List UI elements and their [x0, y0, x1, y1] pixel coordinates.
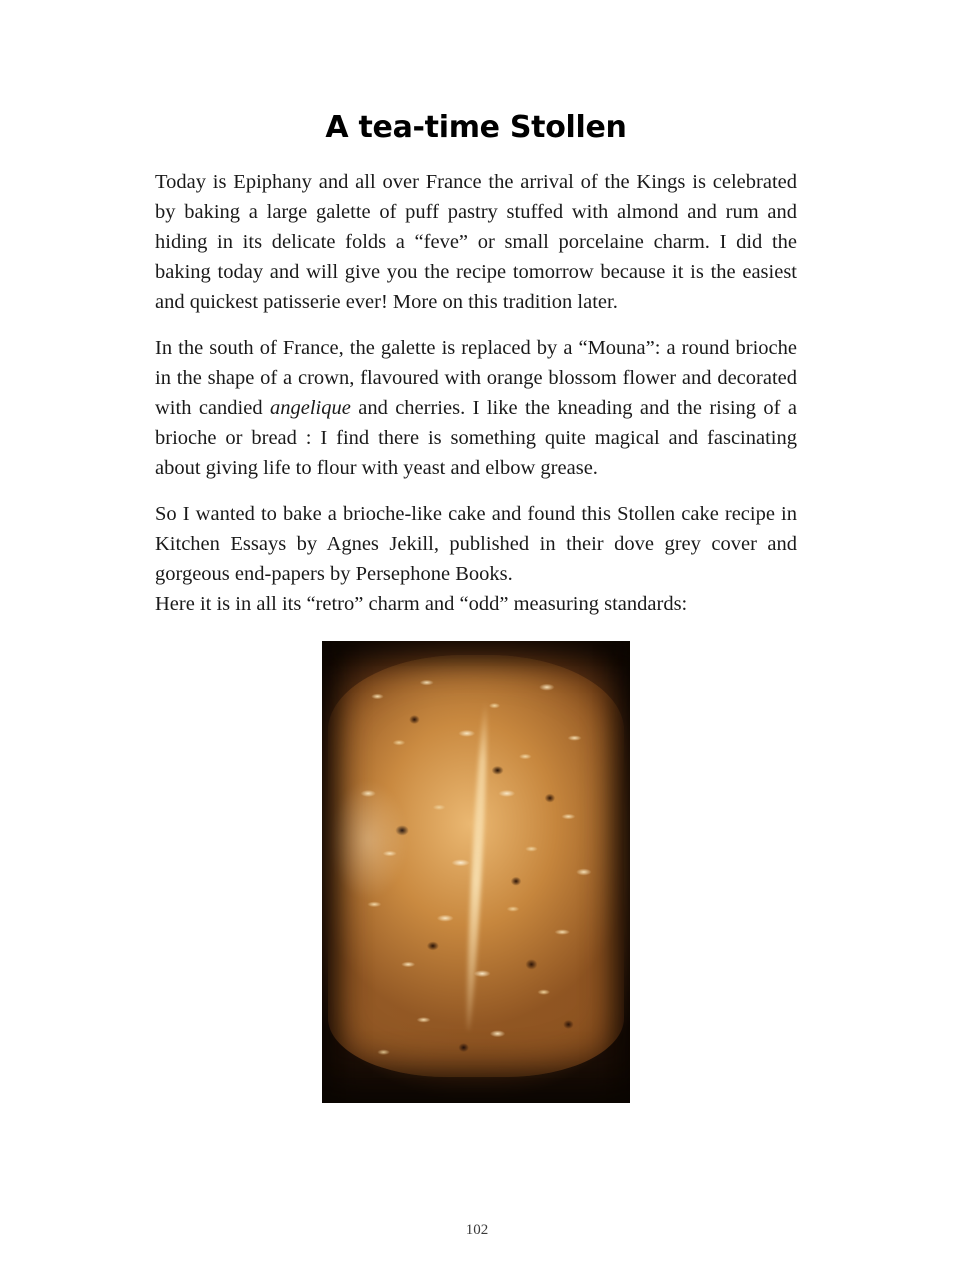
paragraph-4: Here it is in all its “retro” charm and “odd” measuring standards:	[155, 593, 688, 615]
baking-tin-shadow-layer	[322, 641, 630, 1103]
page-content	[155, 110, 797, 1108]
page-number: 102	[465, 1222, 489, 1238]
page-title: A tea-time Stollen	[325, 110, 627, 145]
paragraph-2	[155, 333, 797, 483]
paragraph-2-part1: In the south of France, the galette is replaced by a “Mouna”: a round brioche in the shape of a crown, flavoured with orange blossom flower and decorated with candied	[155, 337, 797, 419]
paragraph-1: Today is Epiphany and all over France the arrival of the Kings is celebrated by baking a large galette of puff pastry stuffed with almond and rum and hiding in its delicate folds a “feve” or small porcelaine charm. I did the baking today and will give you the recipe tomorrow because it is the easiest and quickest patisserie ever! More on this tradition later.	[155, 171, 797, 313]
figure-stollen	[155, 641, 797, 1108]
stollen-photo	[322, 641, 630, 1103]
paragraph-2-italic-term: angelique	[269, 397, 351, 419]
paragraph-2-part2: and cherries. I like the kneading and the rising of a brioche or bread : I find there is something quite magical and fascinating about giving life to flour with yeast and elbow grease.	[155, 397, 797, 479]
paragraph-3: So I wanted to bake a brioche-like cake and found this Stollen cake recipe in Kitchen Essays by Agnes Jekill, published in their dove grey cover and gorgeous end-papers by Persephone Books.	[155, 503, 797, 585]
